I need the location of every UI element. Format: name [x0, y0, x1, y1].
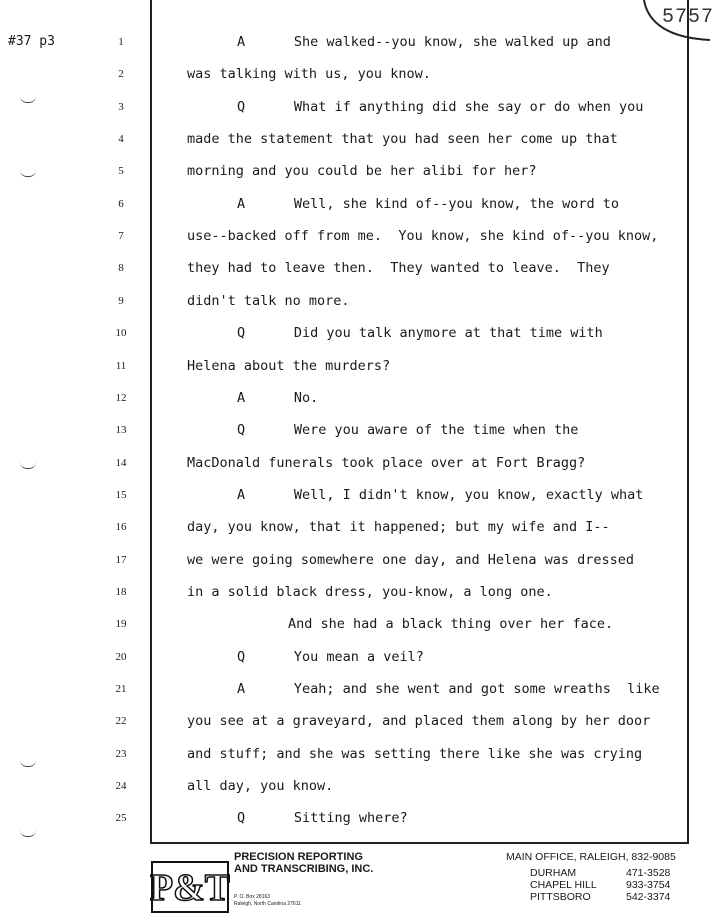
transcript-line: And she had a black thing over her face. — [288, 616, 614, 633]
transcript-line: use--backed off from me. You know, she kind of--you know, — [187, 228, 659, 245]
line-number: 2 — [118, 68, 124, 81]
transcript-line: A Well, she kind of--you know, the word to — [237, 195, 620, 212]
office-phone: 471-3528 — [626, 867, 671, 879]
address-line1: P. O. Box 28163 — [234, 894, 271, 900]
transcript-line: was talking with us, you know. — [187, 66, 431, 83]
transcript-line: A Well, I didn't know, you know, exactly what — [237, 486, 644, 503]
transcript-line: you see at a graveyard, and placed them along by her door — [187, 713, 651, 730]
line-number: 13 — [115, 424, 127, 437]
transcript-line: made the statement that you had seen her come up that — [187, 131, 618, 148]
office-phone: 542-3374 — [626, 891, 671, 903]
transcript-line: Q Sitting where? — [237, 810, 408, 827]
footer — [0, 848, 720, 916]
transcript-line: we were going somewhere one day, and Helena was dressed — [187, 551, 635, 568]
transcript-line: all day, you know. — [187, 778, 334, 795]
line-number: 19 — [115, 618, 127, 631]
line-number: 15 — [115, 488, 127, 501]
office-city: DURHAM — [530, 867, 577, 879]
line-number: 21 — [115, 683, 127, 695]
line-number: 6 — [118, 197, 124, 210]
firm-line1: PRECISION REPORTING — [234, 851, 363, 863]
page-reference: #37 p3 — [8, 34, 55, 49]
line-number: 3 — [118, 100, 124, 113]
line-number: 14 — [115, 456, 127, 469]
transcript-line: Helena about the murders? — [187, 357, 391, 374]
address-line2: Raleigh, North Carolina 27611 — [234, 901, 301, 907]
line-number: 9 — [118, 294, 124, 307]
company-logo — [150, 860, 230, 914]
transcript-line: A Yeah; and she went and got some wreaths like — [237, 681, 660, 697]
line-number: 8 — [118, 262, 124, 275]
margin-mark — [20, 170, 36, 177]
transcript-line: Q Did you talk anymore at that time with — [237, 325, 603, 342]
main-office: MAIN OFFICE, RALEIGH, 832-9085 — [506, 851, 676, 863]
margin-mark — [20, 462, 36, 469]
line-number: 4 — [118, 133, 124, 146]
margin-mark — [20, 830, 36, 837]
transcript-line: Q Were you aware of the time when the — [237, 422, 579, 439]
line-number: 5 — [118, 165, 124, 178]
line-number: 12 — [115, 391, 127, 404]
firm-name — [234, 851, 373, 875]
firm-line2: AND TRANSCRIBING, INC. — [234, 863, 374, 875]
transcript-line: MacDonald funerals took place over at Fort Bragg? — [187, 454, 586, 471]
line-number: 25 — [115, 812, 127, 825]
line-number: 18 — [115, 585, 127, 598]
corner-curve — [640, 0, 720, 42]
line-number: 7 — [118, 230, 124, 243]
transcript-line: morning and you could be her alibi for her? — [187, 163, 537, 180]
margin-mark — [20, 760, 36, 767]
line-number: 16 — [115, 521, 127, 534]
line-number: 11 — [115, 359, 127, 372]
transcript-line: A She walked--you know, she walked up and — [237, 34, 611, 50]
transcript-line: they had to leave then. They wanted to leave. They — [187, 260, 610, 277]
line-number: 10 — [115, 327, 127, 340]
transcript-line: Q What if anything did she say or do when you — [237, 98, 644, 115]
transcript-line: in a solid black dress, you-know, a long one. — [187, 583, 553, 600]
transcript-line: Q You mean a veil? — [237, 648, 424, 665]
transcript-line: didn't talk no more. — [187, 292, 350, 309]
bates-stamp: 5757 — [662, 6, 715, 29]
line-number: 22 — [115, 715, 127, 728]
office-phone: 933-3754 — [626, 879, 671, 891]
line-number: 24 — [115, 780, 127, 793]
transcript-line: A No. — [237, 389, 319, 406]
line-number: 23 — [115, 747, 127, 760]
line-number: 1 — [118, 36, 124, 48]
line-number: 17 — [115, 553, 127, 566]
office-city: CHAPEL HILL — [530, 879, 597, 891]
transcript-line: and stuff; and she was setting there like she was crying — [187, 745, 643, 762]
logo-text: P&T — [150, 867, 230, 909]
firm-address — [234, 894, 301, 908]
transcript-line: day, you know, that it happened; but my wife and I-- — [187, 519, 610, 536]
line-number: 20 — [115, 650, 127, 663]
office-city: PITTSBORO — [530, 891, 591, 903]
margin-mark — [20, 96, 36, 103]
